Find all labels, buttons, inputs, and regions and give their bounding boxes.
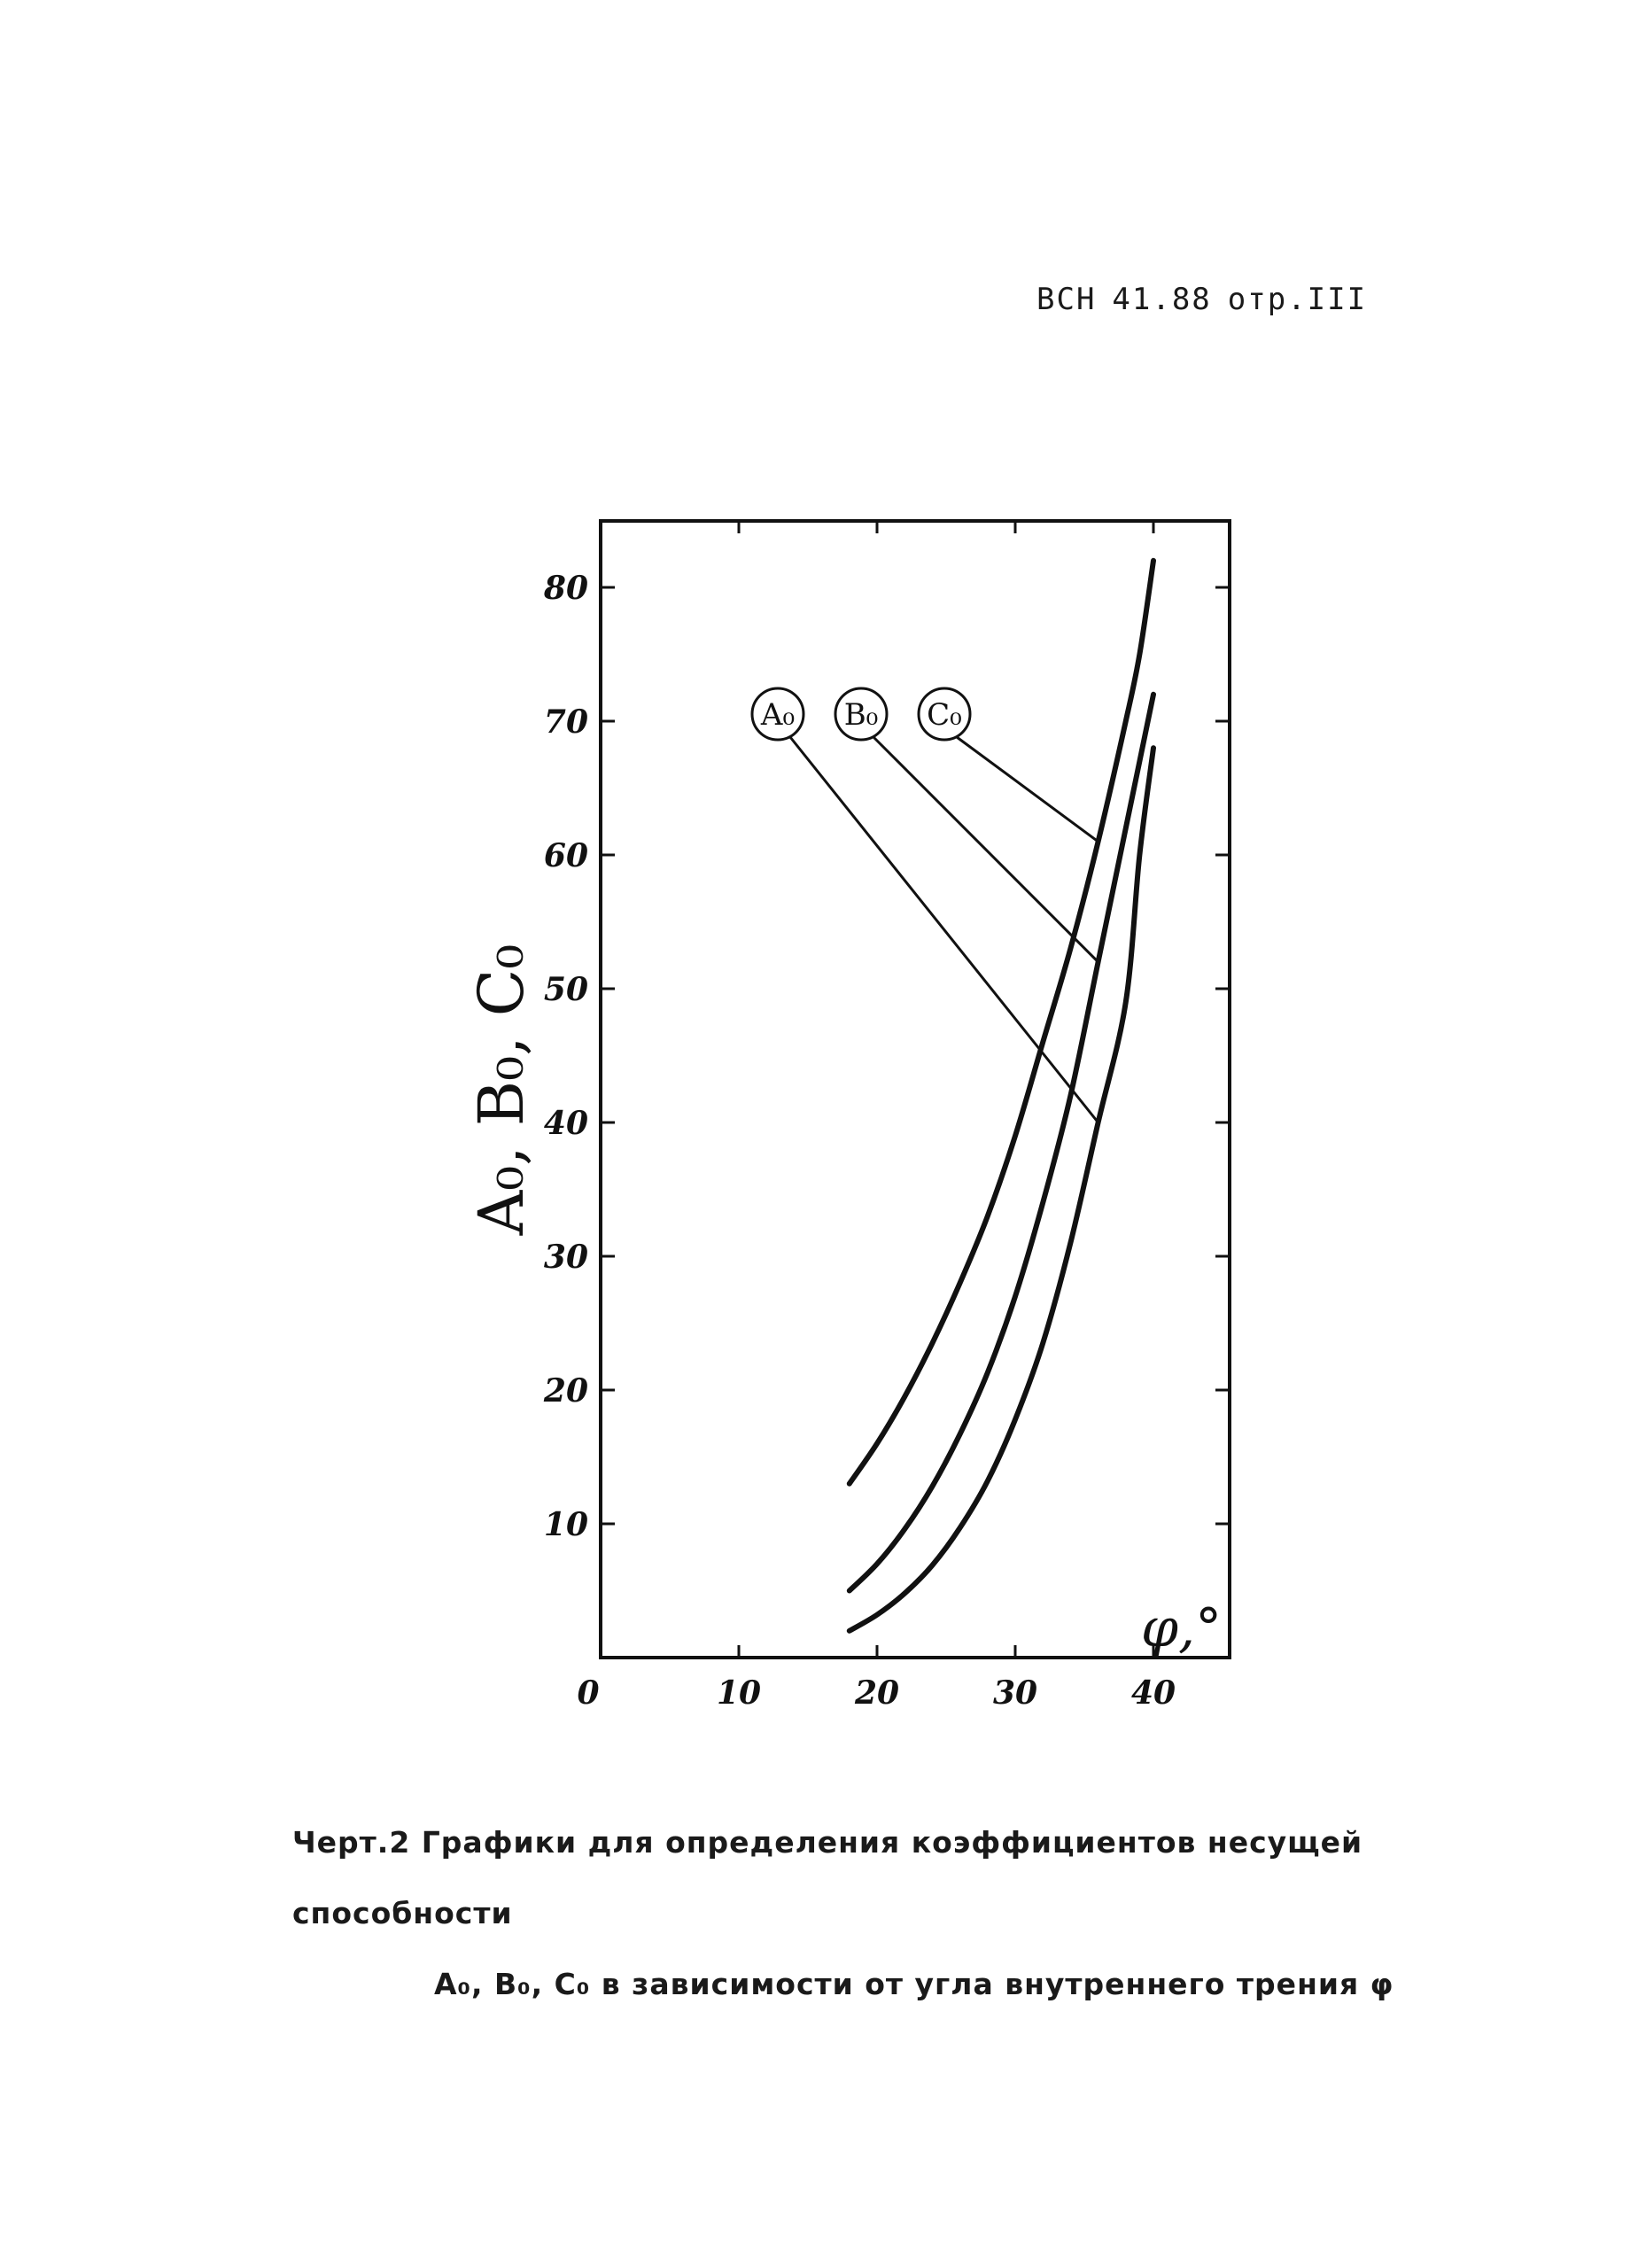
series-label-1: B₀ (843, 697, 879, 733)
leader-line-2 (957, 737, 1098, 842)
y-tick-label: 80 (543, 570, 588, 607)
y-tick-label: 30 (543, 1239, 588, 1276)
series-line-2 (850, 561, 1153, 1484)
x-tick-label: 0 (577, 1674, 600, 1712)
y-tick-label: 50 (543, 971, 588, 1008)
x-tick-label: 10 (716, 1674, 762, 1712)
series-leader-lines (790, 737, 1098, 1122)
doc-code: ВСН (1036, 282, 1097, 317)
series-label-0: A₀ (760, 697, 796, 733)
y-axis-title: A₀, B₀, C₀ (465, 944, 538, 1236)
page-ref: отр.III (1227, 282, 1368, 317)
x-tick-label: 30 (992, 1674, 1038, 1712)
y-tick-label: 70 (543, 703, 588, 741)
x-tick-label: 40 (1130, 1674, 1176, 1712)
y-tick-label: 10 (543, 1506, 588, 1543)
plot-frame (601, 521, 1230, 1658)
x-axis-title: φ,° (1141, 1597, 1223, 1659)
figure-caption (292, 1807, 1533, 2020)
series-label-2: C₀ (927, 697, 962, 733)
doc-number: 41.88 (1112, 282, 1212, 317)
y-tick-label: 40 (543, 1105, 588, 1142)
x-tick-label: 20 (854, 1674, 900, 1712)
caption-line-1: Черт.2 Графики для определения коэффициентов несущей способности (292, 1825, 1363, 1930)
series-labels (752, 688, 970, 740)
y-tick-label: 60 (543, 837, 588, 874)
series-lines (850, 561, 1153, 1631)
leader-line-1 (873, 737, 1098, 962)
series-line-0 (850, 748, 1153, 1631)
caption-line-2: A₀, B₀, C₀ в зависимости от угла внутреннего трения φ (434, 1967, 1394, 2001)
leader-line-0 (790, 737, 1098, 1122)
y-tick-label: 20 (543, 1372, 588, 1410)
